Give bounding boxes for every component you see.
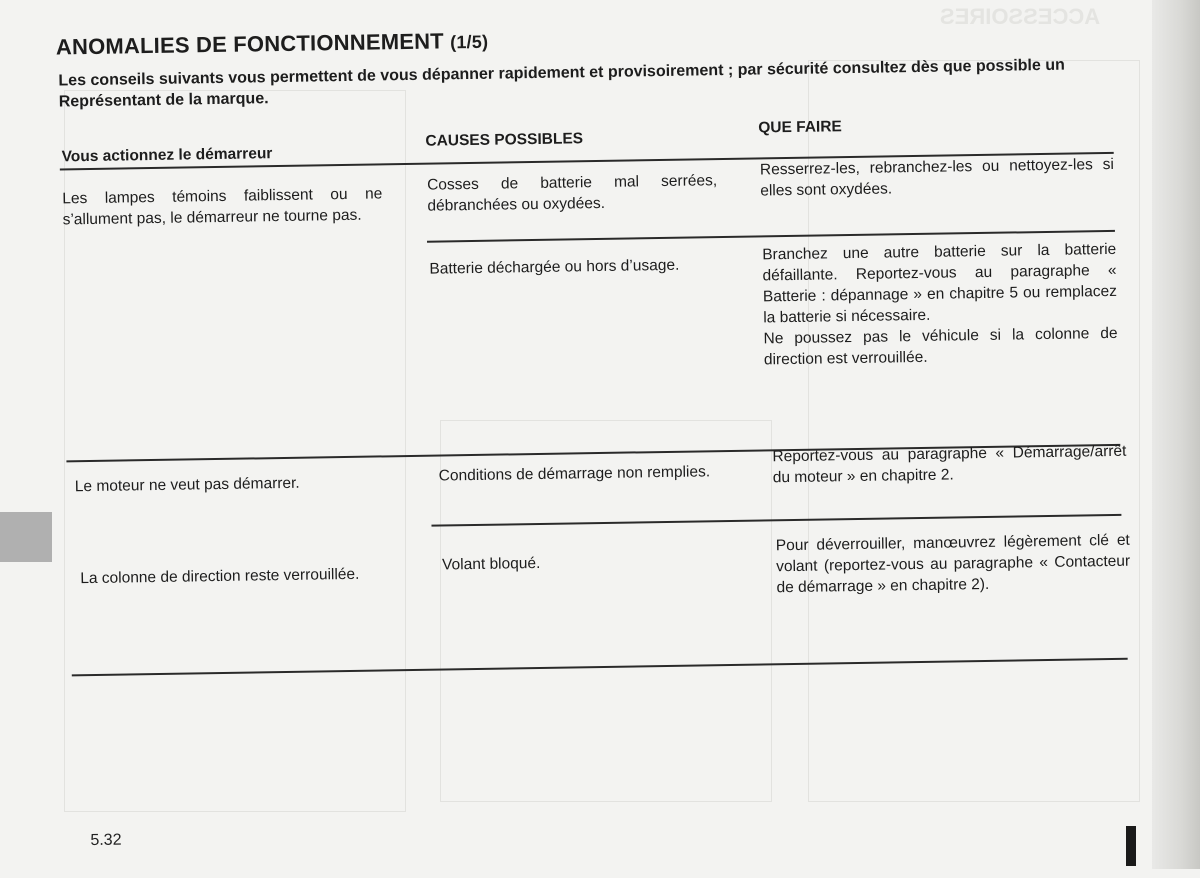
page-number: 5.32 xyxy=(90,831,122,850)
row3-action: Reportez-vous au paragraphe « Démarrage/arrêt du moteur » en chapitre 2. xyxy=(772,442,1127,487)
row1-action: Resserrez-les, rebranchez-les ou nettoyez-les si elles sont oxydées. xyxy=(759,155,1115,200)
row1-cause: Cosses de batterie mal serrées, débranchées ou oxydées. xyxy=(426,172,718,215)
table-bottom-divider xyxy=(72,658,1128,676)
intro-paragraph: Les conseils suivants vous permettent de vous dépanner rapidement et provisoirement ; par sécurité consultez dès que possible un Représentant de la marque. xyxy=(58,56,1065,111)
chapter-tab xyxy=(0,512,52,562)
row3-symptom: Le moteur ne veut pas démarrer. xyxy=(74,474,300,496)
row-divider xyxy=(431,514,1121,526)
row1-symptom: Les lampes témoins faiblissent ou ne s’allument pas, le démarreur ne tourne pas. xyxy=(62,185,383,229)
bleed-through-heading: ACCESSOIRES xyxy=(940,4,1101,29)
page-binding-edge xyxy=(1152,0,1200,869)
chapter-marker xyxy=(1126,826,1136,866)
row2-action-note: Ne poussez pas le véhicule si la colonne de direction est verrouillée. xyxy=(763,324,1118,369)
col-header-action: QUE FAIRE xyxy=(758,118,842,137)
row2-cause: Batterie déchargée ou hors d’usage. xyxy=(429,256,680,278)
row4-symptom: La colonne de direction reste verrouillée. xyxy=(80,565,360,588)
row2-action-text: Branchez une autre batterie sur la batterie défaillante. Reportez-vous au paragraphe « Batterie : dépannage » en chapitre 5 ou remplacez la batterie si nécessaire. xyxy=(762,240,1118,327)
page-title xyxy=(56,28,489,61)
row3-cause: Conditions de démarrage non remplies. xyxy=(438,463,711,485)
col-header-symptom: Vous actionnez le démarreur xyxy=(61,145,273,166)
row2-action xyxy=(762,239,1118,371)
row4-action: Pour déverrouiller, manœuvrez légèrement clé et volant (reportez-vous au paragraphe « Contacteur de démarrage » en chapitre 2). xyxy=(775,531,1131,597)
page-title-sub: (1/5) xyxy=(450,31,489,53)
page-title-main: ANOMALIES DE FONCTIONNEMENT xyxy=(55,28,445,60)
row4-cause: Volant bloqué. xyxy=(441,554,541,574)
col-header-causes: CAUSES POSSIBLES xyxy=(425,130,584,150)
